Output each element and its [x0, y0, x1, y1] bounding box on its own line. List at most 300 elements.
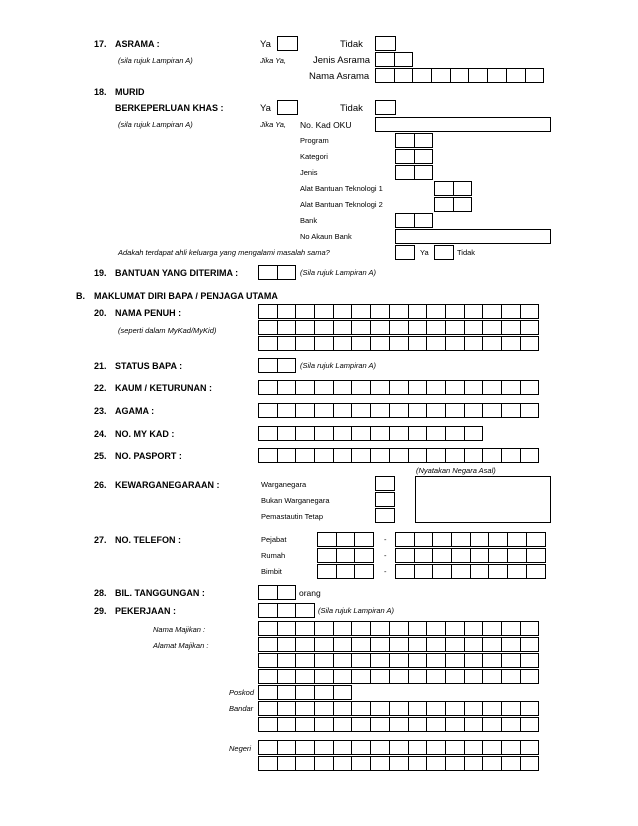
- q19-input[interactable]: [258, 265, 295, 280]
- char-cell[interactable]: [453, 197, 473, 212]
- char-cell[interactable]: [370, 756, 390, 771]
- char-cell[interactable]: [464, 336, 484, 351]
- char-cell[interactable]: [520, 621, 540, 636]
- char-cell[interactable]: [277, 585, 297, 600]
- char-cell[interactable]: [525, 68, 545, 83]
- char-cell[interactable]: [445, 756, 465, 771]
- char-cell[interactable]: [258, 685, 278, 700]
- char-cell[interactable]: [314, 756, 334, 771]
- q27-bimbit-number[interactable]: [395, 564, 545, 579]
- char-cell[interactable]: [351, 653, 371, 668]
- char-cell[interactable]: [482, 717, 502, 732]
- char-cell[interactable]: [395, 213, 415, 228]
- char-cell[interactable]: [395, 133, 415, 148]
- char-cell[interactable]: [520, 403, 540, 418]
- char-cell[interactable]: [445, 669, 465, 684]
- char-cell[interactable]: [482, 448, 502, 463]
- q29-bandar-row-2[interactable]: [258, 717, 538, 732]
- char-cell[interactable]: [351, 717, 371, 732]
- char-cell[interactable]: [258, 585, 278, 600]
- char-cell[interactable]: [426, 304, 446, 319]
- char-cell[interactable]: [426, 756, 446, 771]
- char-cell[interactable]: [370, 701, 390, 716]
- q18-program-input[interactable]: [395, 133, 432, 148]
- char-cell[interactable]: [426, 448, 446, 463]
- char-cell[interactable]: [277, 701, 297, 716]
- char-cell[interactable]: [451, 548, 471, 563]
- char-cell[interactable]: [333, 740, 353, 755]
- q17-ya-checkbox[interactable]: [277, 36, 298, 51]
- char-cell[interactable]: [370, 653, 390, 668]
- char-cell[interactable]: [295, 701, 315, 716]
- char-cell[interactable]: [314, 685, 334, 700]
- char-cell[interactable]: [488, 532, 508, 547]
- char-cell[interactable]: [295, 669, 315, 684]
- char-cell[interactable]: [408, 756, 428, 771]
- char-cell[interactable]: [333, 621, 353, 636]
- char-cell[interactable]: [426, 740, 446, 755]
- char-cell[interactable]: [445, 380, 465, 395]
- q29-negeri-row-1[interactable]: [258, 740, 538, 755]
- char-cell[interactable]: [468, 68, 488, 83]
- char-cell[interactable]: [277, 265, 297, 280]
- char-cell[interactable]: [445, 621, 465, 636]
- char-cell[interactable]: [370, 336, 390, 351]
- char-cell[interactable]: [464, 637, 484, 652]
- char-cell[interactable]: [426, 426, 446, 441]
- q26-warganegara-checkbox[interactable]: [375, 476, 395, 491]
- char-cell[interactable]: [333, 756, 353, 771]
- char-cell[interactable]: [389, 448, 409, 463]
- q27-bimbit-prefix[interactable]: [317, 564, 373, 579]
- char-cell[interactable]: [370, 621, 390, 636]
- char-cell[interactable]: [501, 740, 521, 755]
- char-cell[interactable]: [258, 740, 278, 755]
- char-cell[interactable]: [395, 548, 415, 563]
- char-cell[interactable]: [426, 336, 446, 351]
- char-cell[interactable]: [277, 358, 297, 373]
- char-cell[interactable]: [351, 448, 371, 463]
- char-cell[interactable]: [395, 149, 415, 164]
- char-cell[interactable]: [295, 756, 315, 771]
- char-cell[interactable]: [258, 320, 278, 335]
- char-cell[interactable]: [450, 68, 470, 83]
- char-cell[interactable]: [482, 701, 502, 716]
- char-cell[interactable]: [520, 653, 540, 668]
- q20-name-row-1[interactable]: [258, 304, 538, 319]
- char-cell[interactable]: [445, 637, 465, 652]
- char-cell[interactable]: [464, 756, 484, 771]
- char-cell[interactable]: [258, 336, 278, 351]
- char-cell[interactable]: [370, 717, 390, 732]
- char-cell[interactable]: [295, 621, 315, 636]
- char-cell[interactable]: [277, 380, 297, 395]
- q26-bukan-checkbox[interactable]: [375, 492, 395, 507]
- char-cell[interactable]: [314, 740, 334, 755]
- char-cell[interactable]: [526, 564, 546, 579]
- char-cell[interactable]: [408, 701, 428, 716]
- char-cell[interactable]: [395, 532, 415, 547]
- char-cell[interactable]: [333, 336, 353, 351]
- char-cell[interactable]: [389, 304, 409, 319]
- char-cell[interactable]: [432, 532, 452, 547]
- char-cell[interactable]: [277, 653, 297, 668]
- char-cell[interactable]: [453, 181, 473, 196]
- char-cell[interactable]: [408, 669, 428, 684]
- char-cell[interactable]: [445, 336, 465, 351]
- char-cell[interactable]: [258, 603, 278, 618]
- char-cell[interactable]: [464, 304, 484, 319]
- char-cell[interactable]: [501, 448, 521, 463]
- char-cell[interactable]: [370, 380, 390, 395]
- char-cell[interactable]: [501, 717, 521, 732]
- q20-name-row-3[interactable]: [258, 336, 538, 351]
- q28-input[interactable]: [258, 585, 295, 600]
- char-cell[interactable]: [507, 564, 527, 579]
- char-cell[interactable]: [295, 336, 315, 351]
- char-cell[interactable]: [501, 320, 521, 335]
- char-cell[interactable]: [351, 621, 371, 636]
- char-cell[interactable]: [434, 197, 454, 212]
- char-cell[interactable]: [426, 637, 446, 652]
- char-cell[interactable]: [258, 653, 278, 668]
- char-cell[interactable]: [488, 548, 508, 563]
- char-cell[interactable]: [414, 149, 434, 164]
- char-cell[interactable]: [351, 701, 371, 716]
- char-cell[interactable]: [445, 717, 465, 732]
- char-cell[interactable]: [488, 564, 508, 579]
- char-cell[interactable]: [482, 403, 502, 418]
- char-cell[interactable]: [464, 403, 484, 418]
- char-cell[interactable]: [520, 717, 540, 732]
- char-cell[interactable]: [258, 448, 278, 463]
- char-cell[interactable]: [258, 380, 278, 395]
- char-cell[interactable]: [408, 403, 428, 418]
- char-cell[interactable]: [470, 548, 490, 563]
- char-cell[interactable]: [501, 403, 521, 418]
- char-cell[interactable]: [432, 564, 452, 579]
- char-cell[interactable]: [336, 532, 356, 547]
- q17-jenis-input[interactable]: [375, 52, 412, 67]
- q26-pemastautin-checkbox[interactable]: [375, 508, 395, 523]
- char-cell[interactable]: [258, 304, 278, 319]
- char-cell[interactable]: [314, 717, 334, 732]
- q18-jenis-input[interactable]: [395, 165, 432, 180]
- char-cell[interactable]: [314, 426, 334, 441]
- char-cell[interactable]: [370, 637, 390, 652]
- char-cell[interactable]: [431, 68, 451, 83]
- q18-oku-input[interactable]: [375, 117, 551, 132]
- char-cell[interactable]: [414, 532, 434, 547]
- q24-input[interactable]: [258, 426, 482, 441]
- char-cell[interactable]: [408, 304, 428, 319]
- char-cell[interactable]: [370, 740, 390, 755]
- char-cell[interactable]: [314, 380, 334, 395]
- char-cell[interactable]: [314, 448, 334, 463]
- char-cell[interactable]: [389, 701, 409, 716]
- char-cell[interactable]: [351, 669, 371, 684]
- char-cell[interactable]: [354, 548, 374, 563]
- char-cell[interactable]: [482, 320, 502, 335]
- char-cell[interactable]: [277, 756, 297, 771]
- q18-tidak-checkbox[interactable]: [375, 100, 396, 115]
- char-cell[interactable]: [426, 403, 446, 418]
- char-cell[interactable]: [464, 621, 484, 636]
- q17-tidak-checkbox[interactable]: [375, 36, 396, 51]
- q27-pejabat-number[interactable]: [395, 532, 545, 547]
- char-cell[interactable]: [314, 320, 334, 335]
- char-cell[interactable]: [482, 621, 502, 636]
- char-cell[interactable]: [314, 701, 334, 716]
- q18-bank-input[interactable]: [395, 213, 432, 228]
- char-cell[interactable]: [470, 564, 490, 579]
- q18-akaun-input[interactable]: [395, 229, 551, 244]
- char-cell[interactable]: [464, 701, 484, 716]
- char-cell[interactable]: [389, 336, 409, 351]
- char-cell[interactable]: [526, 548, 546, 563]
- q18-abt1-input[interactable]: [434, 181, 471, 196]
- char-cell[interactable]: [333, 304, 353, 319]
- q18-ya-checkbox[interactable]: [277, 100, 298, 115]
- char-cell[interactable]: [445, 403, 465, 418]
- char-cell[interactable]: [314, 653, 334, 668]
- char-cell[interactable]: [520, 740, 540, 755]
- char-cell[interactable]: [451, 532, 471, 547]
- char-cell[interactable]: [426, 320, 446, 335]
- char-cell[interactable]: [333, 320, 353, 335]
- q29-alamat-row-1[interactable]: [258, 637, 538, 652]
- char-cell[interactable]: [464, 426, 484, 441]
- char-cell[interactable]: [389, 756, 409, 771]
- char-cell[interactable]: [277, 448, 297, 463]
- char-cell[interactable]: [464, 653, 484, 668]
- char-cell[interactable]: [389, 717, 409, 732]
- char-cell[interactable]: [317, 564, 337, 579]
- q18-abt2-input[interactable]: [434, 197, 471, 212]
- char-cell[interactable]: [314, 637, 334, 652]
- char-cell[interactable]: [354, 532, 374, 547]
- char-cell[interactable]: [507, 548, 527, 563]
- q21-input[interactable]: [258, 358, 295, 373]
- char-cell[interactable]: [445, 740, 465, 755]
- char-cell[interactable]: [333, 701, 353, 716]
- char-cell[interactable]: [408, 448, 428, 463]
- char-cell[interactable]: [408, 336, 428, 351]
- char-cell[interactable]: [277, 320, 297, 335]
- char-cell[interactable]: [370, 448, 390, 463]
- char-cell[interactable]: [317, 548, 337, 563]
- char-cell[interactable]: [351, 304, 371, 319]
- char-cell[interactable]: [389, 653, 409, 668]
- char-cell[interactable]: [375, 68, 395, 83]
- char-cell[interactable]: [426, 653, 446, 668]
- char-cell[interactable]: [464, 717, 484, 732]
- char-cell[interactable]: [333, 637, 353, 652]
- char-cell[interactable]: [408, 426, 428, 441]
- q27-rumah-number[interactable]: [395, 548, 545, 563]
- char-cell[interactable]: [445, 448, 465, 463]
- char-cell[interactable]: [389, 637, 409, 652]
- char-cell[interactable]: [408, 380, 428, 395]
- char-cell[interactable]: [295, 403, 315, 418]
- q26-negara-asal-box[interactable]: [415, 476, 551, 523]
- char-cell[interactable]: [295, 320, 315, 335]
- char-cell[interactable]: [414, 564, 434, 579]
- char-cell[interactable]: [351, 320, 371, 335]
- char-cell[interactable]: [464, 669, 484, 684]
- char-cell[interactable]: [520, 448, 540, 463]
- char-cell[interactable]: [434, 181, 454, 196]
- char-cell[interactable]: [277, 426, 297, 441]
- char-cell[interactable]: [487, 68, 507, 83]
- char-cell[interactable]: [333, 426, 353, 441]
- char-cell[interactable]: [520, 637, 540, 652]
- char-cell[interactable]: [520, 669, 540, 684]
- char-cell[interactable]: [426, 621, 446, 636]
- q29-bandar-row-1[interactable]: [258, 701, 538, 716]
- char-cell[interactable]: [426, 701, 446, 716]
- char-cell[interactable]: [317, 532, 337, 547]
- char-cell[interactable]: [464, 448, 484, 463]
- char-cell[interactable]: [445, 653, 465, 668]
- char-cell[interactable]: [370, 403, 390, 418]
- char-cell[interactable]: [501, 756, 521, 771]
- char-cell[interactable]: [333, 669, 353, 684]
- char-cell[interactable]: [295, 380, 315, 395]
- char-cell[interactable]: [370, 669, 390, 684]
- char-cell[interactable]: [520, 756, 540, 771]
- char-cell[interactable]: [295, 637, 315, 652]
- char-cell[interactable]: [295, 603, 315, 618]
- char-cell[interactable]: [258, 637, 278, 652]
- char-cell[interactable]: [277, 304, 297, 319]
- char-cell[interactable]: [445, 701, 465, 716]
- char-cell[interactable]: [336, 564, 356, 579]
- char-cell[interactable]: [408, 637, 428, 652]
- char-cell[interactable]: [314, 403, 334, 418]
- char-cell[interactable]: [426, 380, 446, 395]
- char-cell[interactable]: [258, 669, 278, 684]
- char-cell[interactable]: [277, 717, 297, 732]
- char-cell[interactable]: [351, 403, 371, 418]
- char-cell[interactable]: [370, 304, 390, 319]
- char-cell[interactable]: [482, 637, 502, 652]
- char-cell[interactable]: [501, 380, 521, 395]
- char-cell[interactable]: [333, 403, 353, 418]
- char-cell[interactable]: [389, 740, 409, 755]
- char-cell[interactable]: [501, 304, 521, 319]
- char-cell[interactable]: [501, 336, 521, 351]
- char-cell[interactable]: [464, 380, 484, 395]
- char-cell[interactable]: [258, 621, 278, 636]
- char-cell[interactable]: [482, 669, 502, 684]
- char-cell[interactable]: [464, 740, 484, 755]
- char-cell[interactable]: [389, 403, 409, 418]
- char-cell[interactable]: [314, 304, 334, 319]
- char-cell[interactable]: [408, 320, 428, 335]
- char-cell[interactable]: [370, 426, 390, 441]
- char-cell[interactable]: [314, 621, 334, 636]
- char-cell[interactable]: [501, 701, 521, 716]
- q29-majikan-row-1[interactable]: [258, 621, 538, 636]
- char-cell[interactable]: [482, 380, 502, 395]
- char-cell[interactable]: [389, 320, 409, 335]
- char-cell[interactable]: [395, 564, 415, 579]
- q22-input[interactable]: [258, 380, 538, 395]
- char-cell[interactable]: [501, 621, 521, 636]
- char-cell[interactable]: [389, 426, 409, 441]
- char-cell[interactable]: [351, 380, 371, 395]
- char-cell[interactable]: [314, 336, 334, 351]
- char-cell[interactable]: [414, 165, 434, 180]
- char-cell[interactable]: [277, 637, 297, 652]
- q29-alamat-row-3[interactable]: [258, 669, 538, 684]
- char-cell[interactable]: [295, 304, 315, 319]
- char-cell[interactable]: [277, 685, 297, 700]
- char-cell[interactable]: [520, 336, 540, 351]
- char-cell[interactable]: [470, 532, 490, 547]
- char-cell[interactable]: [333, 685, 353, 700]
- char-cell[interactable]: [482, 740, 502, 755]
- char-cell[interactable]: [370, 320, 390, 335]
- char-cell[interactable]: [520, 320, 540, 335]
- char-cell[interactable]: [258, 358, 278, 373]
- char-cell[interactable]: [258, 701, 278, 716]
- char-cell[interactable]: [426, 669, 446, 684]
- q29-alamat-row-2[interactable]: [258, 653, 538, 668]
- q18-kategori-input[interactable]: [395, 149, 432, 164]
- q17-nama-input[interactable]: [375, 68, 543, 83]
- char-cell[interactable]: [277, 621, 297, 636]
- char-cell[interactable]: [482, 304, 502, 319]
- char-cell[interactable]: [295, 740, 315, 755]
- char-cell[interactable]: [520, 701, 540, 716]
- char-cell[interactable]: [295, 426, 315, 441]
- char-cell[interactable]: [395, 165, 415, 180]
- char-cell[interactable]: [426, 717, 446, 732]
- char-cell[interactable]: [333, 380, 353, 395]
- char-cell[interactable]: [258, 403, 278, 418]
- char-cell[interactable]: [314, 669, 334, 684]
- char-cell[interactable]: [333, 448, 353, 463]
- char-cell[interactable]: [408, 740, 428, 755]
- char-cell[interactable]: [482, 653, 502, 668]
- q20-name-row-2[interactable]: [258, 320, 538, 335]
- char-cell[interactable]: [333, 653, 353, 668]
- char-cell[interactable]: [277, 740, 297, 755]
- char-cell[interactable]: [412, 68, 432, 83]
- char-cell[interactable]: [414, 213, 434, 228]
- char-cell[interactable]: [445, 320, 465, 335]
- char-cell[interactable]: [277, 603, 297, 618]
- char-cell[interactable]: [520, 304, 540, 319]
- q23-input[interactable]: [258, 403, 538, 418]
- char-cell[interactable]: [295, 717, 315, 732]
- char-cell[interactable]: [482, 336, 502, 351]
- q29-input[interactable]: [258, 603, 314, 618]
- char-cell[interactable]: [389, 669, 409, 684]
- char-cell[interactable]: [507, 532, 527, 547]
- char-cell[interactable]: [258, 265, 278, 280]
- char-cell[interactable]: [394, 68, 414, 83]
- char-cell[interactable]: [482, 756, 502, 771]
- q25-input[interactable]: [258, 448, 538, 463]
- char-cell[interactable]: [351, 756, 371, 771]
- char-cell[interactable]: [445, 304, 465, 319]
- char-cell[interactable]: [394, 52, 414, 67]
- char-cell[interactable]: [336, 548, 356, 563]
- char-cell[interactable]: [333, 717, 353, 732]
